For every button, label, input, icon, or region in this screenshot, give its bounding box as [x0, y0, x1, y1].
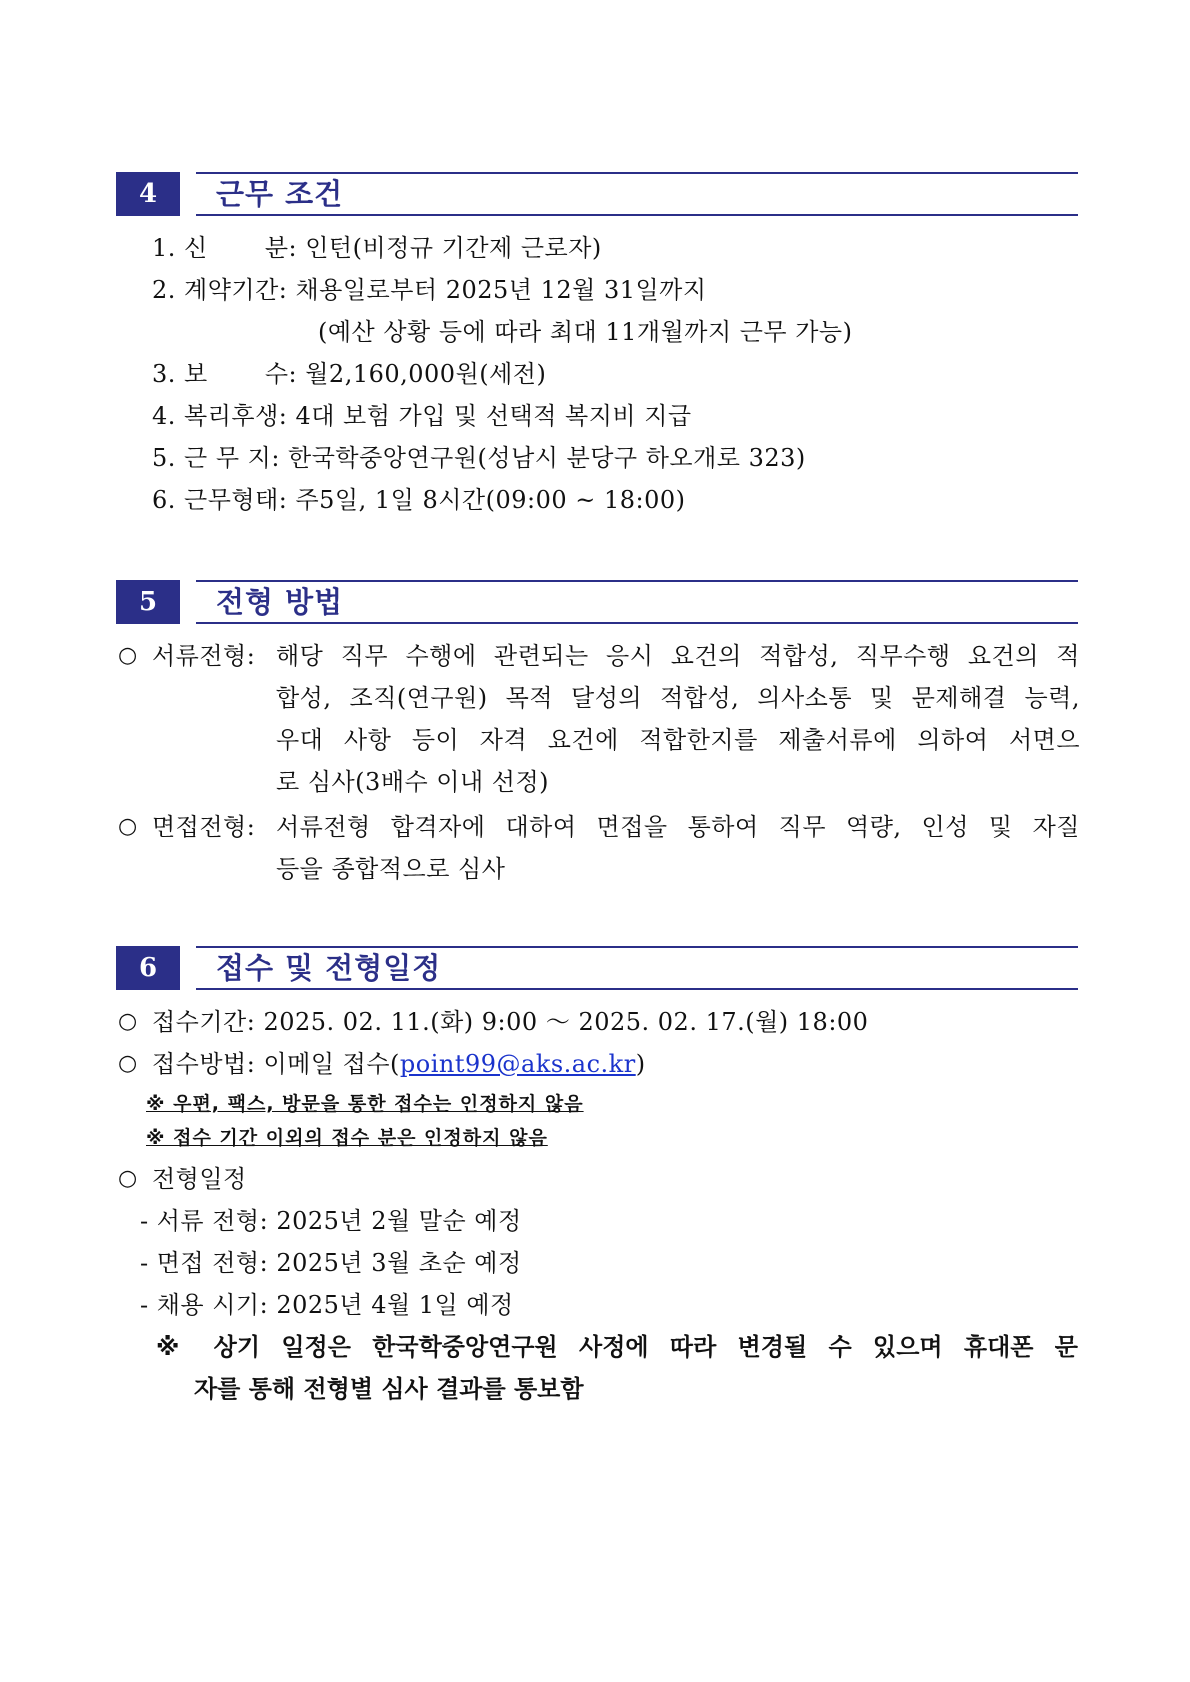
bullet-icon: ○ [118, 1166, 138, 1191]
section-number: 4 [116, 172, 180, 216]
final-note-line: ※ 상기 일정은 한국학중앙연구원 사정에 따라 변경될 수 있으며 휴대폰 문 [156, 1333, 1078, 1361]
condition-item: 5. 근 무 지: 한국학중앙연구원(성남시 분당구 하오개로 323) [152, 444, 806, 472]
schedule-item: - 면접 전형: 2025년 3월 초순 예정 [140, 1249, 522, 1277]
schedule-item: - 채용 시기: 2025년 4월 1일 예정 [140, 1291, 514, 1319]
final-note-line: 자를 통해 전형별 심사 결과를 통보함 [194, 1375, 584, 1403]
condition-item: 6. 근무형태: 주5일, 1일 8시간(09:00 ~ 18:00) [152, 486, 686, 514]
application-method [152, 1049, 646, 1079]
section-4-header [116, 172, 1078, 218]
condition-item: 1. 신 분: 인턴(비정규 기간제 근로자) [152, 234, 602, 262]
section-title: 근무 조건 [216, 177, 344, 211]
condition-item: 3. 보 수: 월2,160,000원(세전) [152, 360, 547, 388]
condition-item: 4. 복리후생: 4대 보험 가입 및 선택적 복지비 지급 [152, 402, 692, 430]
section-title: 전형 방법 [216, 585, 344, 619]
email-link[interactable]: point99@aks.ac.kr [399, 1050, 636, 1078]
interview-line: 등을 종합적으로 심사 [276, 855, 506, 883]
condition-item: 2. 계약기간: 채용일로부터 2025년 12월 31일까지 [152, 276, 707, 304]
bullet-icon: ○ [118, 1009, 138, 1034]
doc-screening-line: 합성, 조직(연구원) 목적 달성의 적합성, 의사소통 및 문제해결 능력, [276, 684, 1080, 712]
section-number: 5 [116, 580, 180, 624]
section-6-header [116, 946, 1078, 992]
bullet-icon: ○ [118, 643, 138, 668]
bullet-icon: ○ [118, 814, 138, 839]
doc-screening-line: 로 심사(3배수 이내 선정) [276, 768, 550, 796]
application-method-prefix: 접수방법: 이메일 접수( [152, 1050, 400, 1078]
application-method-suffix: ) [635, 1050, 646, 1078]
condition-item-sub: (예산 상황 등에 따라 최대 11개월까지 근무 가능) [318, 318, 853, 346]
schedule-label: 전형일정 [152, 1165, 247, 1193]
interview-line: 서류전형 합격자에 대하여 면접을 통하여 직무 역량, 인성 및 자질 [276, 813, 1080, 841]
section-number: 6 [116, 946, 180, 990]
doc-screening-line: 해당 직무 수행에 관련되는 응시 요건의 적합성, 직무수행 요건의 적 [276, 642, 1080, 670]
doc-screening-label: 서류전형: [152, 642, 256, 670]
note-no-mail: ※ 우편, 팩스, 방문을 통한 접수는 인정하지 않음 [146, 1093, 584, 1115]
doc-screening-line: 우대 사항 등이 자격 요건에 적합한지를 제출서류에 의하여 서면으 [276, 726, 1080, 754]
note-period-only: ※ 접수 기간 이외의 접수 분은 인정하지 않음 [146, 1127, 548, 1149]
section-title: 접수 및 전형일정 [216, 951, 442, 985]
schedule-item: - 서류 전형: 2025년 2월 말순 예정 [140, 1207, 522, 1235]
interview-label: 면접전형: [152, 813, 256, 841]
bullet-icon: ○ [118, 1051, 138, 1076]
application-period: 접수기간: 2025. 02. 11.(화) 9:00 ～ 2025. 02. 17.(월) 18:00 [152, 1008, 869, 1036]
section-5-header [116, 580, 1078, 626]
